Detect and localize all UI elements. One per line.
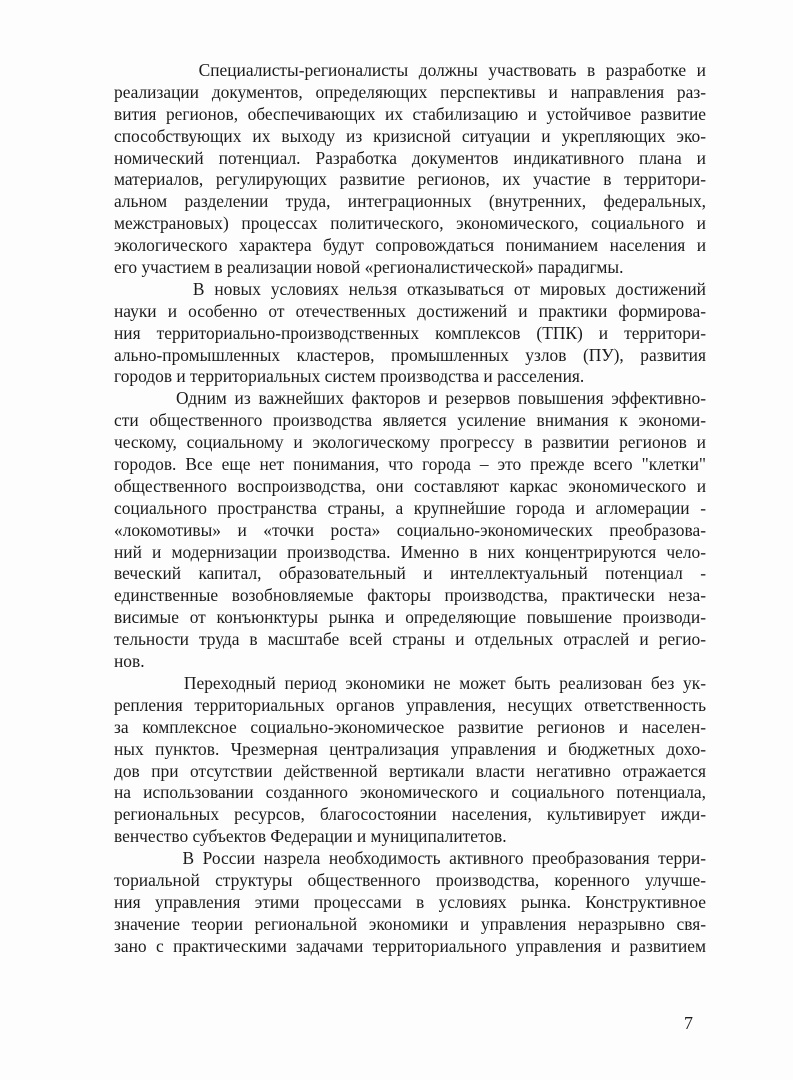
body-text (114, 60, 706, 958)
paragraph-5 (114, 848, 706, 957)
text-line: на использовании созданного экономического и социального потенциала, (114, 782, 706, 803)
text-line: межстрановых) процессах политического, экономического, социального и (114, 213, 706, 234)
text-line: науки и особенно от отечественных достижений и практики формирова- (114, 300, 706, 321)
text-line: веческий капитал, образовательный и интеллектуальный потенциал - (114, 563, 706, 584)
text-line: ческому, социальному и экологическому прогрессу в развитии регионов и (114, 432, 706, 453)
text-line: альном разделении труда, интеграционных (внутренних, федеральных, (114, 191, 706, 212)
text-line: «локомотивы» и «точки роста» социально-экономических преобразова- (114, 519, 706, 540)
text-line: тельности труда в масштабе всей страны и отдельных отраслей и регио- (114, 629, 706, 650)
paragraph-2 (114, 279, 706, 388)
text-line: единственные возобновляемые факторы производства, практически неза- (114, 585, 706, 606)
text-line: ния территориально-производственных комплексов (ТПК) и территори- (114, 322, 706, 343)
text-line: вития регионов, обеспечивающих их стабилизацию и устойчивое развитие (114, 103, 706, 124)
text-line: ния управления этими процессами в условиях рынка. Конструктивное (114, 891, 706, 912)
text-line: ных пунктов. Чрезмерная централизация управления и бюджетных дохо- (114, 738, 706, 759)
paragraph-3 (114, 388, 706, 673)
text-line: нов. (114, 651, 145, 672)
text-line: венчество субъектов Федерации и муниципалитетов. (114, 826, 507, 847)
text-line: значение теории региональной экономики и управления неразрывно свя- (114, 913, 706, 934)
text-line: ний и модернизации производства. Именно в них концентрируются чело- (114, 541, 706, 562)
text-line: В России назрела необходимость активного преобразования терри- (114, 848, 706, 869)
text-line: висимые от конъюнктуры рынка и определяющие повышение производи- (114, 607, 706, 628)
text-line: ально-промышленных кластеров, промышленных узлов (ПУ), развития (114, 344, 706, 365)
text-line: В новых условиях нельзя отказываться от мировых достижений (114, 278, 706, 299)
text-line: дов при отсутствии действенной вертикали власти негативно отражается (114, 760, 706, 781)
text-line: городов. Все еще нет понимания, что города – это прежде всего "клетки" (114, 454, 706, 475)
text-line: способствующих их выходу из кризисной ситуации и укрепляющих эко- (114, 125, 706, 146)
paragraph-4 (114, 673, 706, 848)
text-line: репления территориальных органов управления, несущих ответственность (114, 694, 706, 715)
text-line: реализации документов, определяющих перспективы и направления раз- (114, 81, 706, 102)
text-line: Одним из важнейших факторов и резервов повышения эффективно- (114, 388, 706, 409)
text-line: сти общественного производства является усиление внимания к экономи- (114, 410, 706, 431)
text-line: Переходный период экономики не может быть реализован без ук- (114, 672, 706, 693)
text-line: за комплексное социально-экономическое развитие регионов и населен- (114, 716, 706, 737)
text-line: зано с практическими задачами территориального управления и развитием (114, 935, 706, 956)
text-line: Специалисты-регионалисты должны участвовать в разработке и (114, 60, 706, 80)
text-line: его участием в реализации новой «регионалистической» парадигмы. (114, 257, 624, 278)
text-line: региональных ресурсов, благосостоянии населения, культивирует ижди- (114, 804, 706, 825)
text-line: номический потенциал. Разработка документов индикативного плана и (114, 147, 706, 168)
text-line: городов и территориальных систем производства и расселения. (114, 366, 585, 387)
paragraph-1 (114, 60, 706, 279)
text-line: социального пространства страны, а крупнейшие города и агломерации - (114, 497, 706, 518)
text-line: общественного воспроизводства, они составляют каркас экономического и (114, 475, 706, 496)
text-line: ториальной структуры общественного производства, коренного улучше- (114, 869, 706, 890)
text-line: экологического характера будут сопровождаться пониманием населения и (114, 235, 706, 256)
text-line: материалов, регулирующих развитие регионов, их участие в территори- (114, 169, 706, 190)
page-number: 7 (684, 1013, 693, 1033)
